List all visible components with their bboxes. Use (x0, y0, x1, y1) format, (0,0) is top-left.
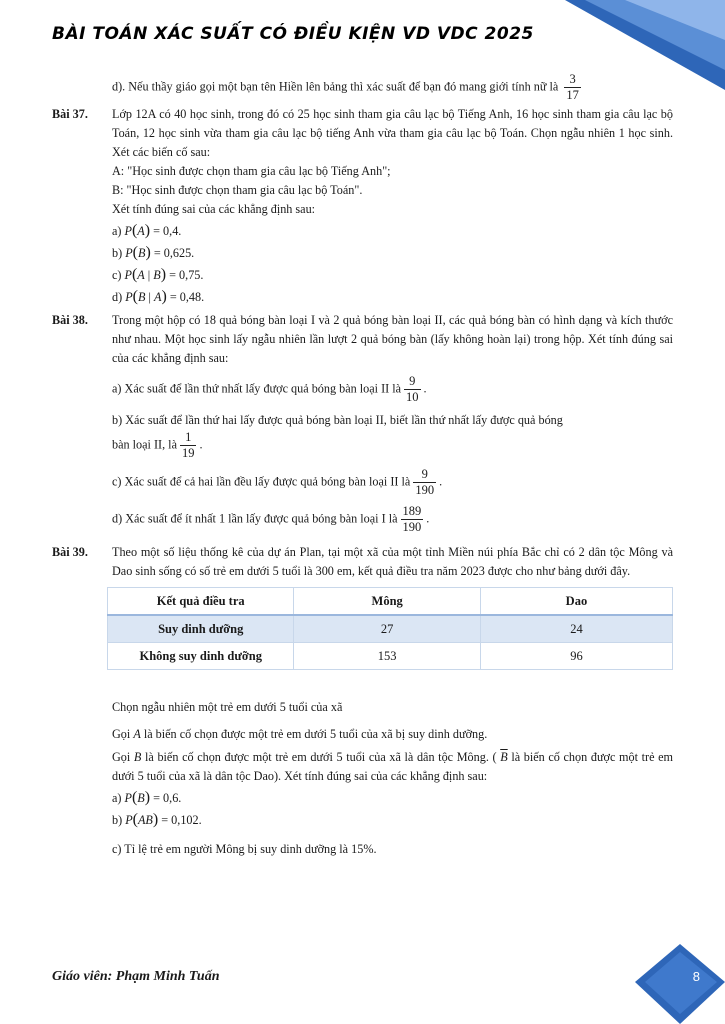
statement-text: bàn loại II, là (112, 437, 177, 452)
event-b: B: "Học sinh được chọn tham gia câu lạc bộ Toán". (112, 183, 363, 197)
definition-b: Gọi B là biến cố chọn được một trẻ em dưới 5 tuổi của xã là dân tộc Mông. ( $\overline{B}$ là biến cố chọn được một trẻ em dưới 5 tuổi của xã là dân tộc Dao). Xét tính đúng sai của các khẳng định sau: (112, 750, 674, 783)
statement-label: d) (112, 290, 123, 304)
table-header-cell: Dao (480, 588, 672, 616)
fraction (564, 72, 581, 103)
survey-table (107, 587, 673, 670)
fraction (180, 430, 197, 461)
statement-label: a) (112, 791, 122, 805)
exercise-number: Bài 39. (52, 545, 88, 559)
table-cell: Suy dinh dưỡng (108, 615, 294, 643)
fraction-den: 17 (566, 88, 579, 102)
table-cell: 24 (480, 615, 672, 643)
statement-value: 0,75. (179, 268, 204, 282)
statement-text: c) Tỉ lệ trẻ em người Mông bị suy dinh dưỡng là 15% (112, 842, 374, 856)
exercise-intro: Trong một hộp có 18 quả bóng bàn loại I và 2 quả bóng bàn loại II, các quả bóng bàn có hình dạng và kích thước như nhau. Một học sinh lấy ngẫu nhiên lần lượt 2 quả bóng bàn (lấy không hoàn lại) trong hộp. Xét tính đúng sai của các khẳng định sau: (112, 313, 673, 365)
table-cell: 153 (294, 643, 480, 670)
statement-text: a) Xác suất để lần thứ nhất lấy được quả bóng bàn loại II là (112, 381, 402, 396)
statement-value: 0,6 (163, 791, 179, 805)
goi-text: Gọi (112, 727, 131, 741)
statement-a: a) P(A) = 0,4. (112, 222, 182, 239)
statement-b: b) P(B) = 0,625. (112, 244, 195, 261)
goi-text: Gọi (112, 750, 131, 764)
event-a: A: "Học sinh được chọn tham gia câu lạc bộ Tiếng Anh"; (112, 164, 391, 178)
exercise-number: Bài 37. (52, 107, 88, 121)
statement-text: d) Xác suất để ít nhất 1 lần lấy được quả bóng bàn loại I là (112, 511, 398, 526)
statement-a: a) Xác suất để lần thứ nhất lấy được quả bóng bàn loại II là $\frac{9}{10}$ . (112, 374, 427, 404)
exercise-number: Bài 38. (52, 313, 88, 327)
statement-c: c) Xác suất để cả hai lần đều lấy được quả bóng bàn loại II là $\frac{9}{190}$ . (112, 467, 443, 497)
table-cell: 96 (480, 643, 672, 670)
table-header-row (108, 588, 673, 616)
definition-text: là biến cố chọn được một trẻ em dưới 5 tuổi của xã là dân tộc Mông. ( (145, 750, 497, 764)
fraction-den: 10 (406, 390, 419, 404)
table-row (108, 615, 673, 643)
fraction-num: 9 (413, 467, 436, 483)
fraction-den: 19 (181, 446, 195, 460)
statement-label: a) (112, 224, 122, 238)
statement-value: 0,4. (163, 224, 182, 238)
statement-c: c) P(A | B) = 0,75. (112, 266, 204, 283)
page-content (52, 70, 673, 859)
fraction (413, 467, 436, 498)
table-cell: Không suy dinh dưỡng (108, 643, 294, 670)
fraction-den: 190 (415, 483, 435, 497)
exercise-38 (52, 311, 673, 535)
statement-text: c) Xác suất để cả hai lần đều lấy được quả bóng bàn loại II là (112, 474, 411, 489)
statement-label: b) (112, 813, 123, 827)
statement-c: c) Tỉ lệ trẻ em người Mông bị suy dinh dưỡng là 15%. (112, 842, 377, 856)
exercise-39 (52, 543, 673, 581)
statement-b: b) P(AB) = 0,102. (112, 811, 202, 828)
statement-d: d) P(B | A) = 0,48. (112, 288, 205, 305)
page-number: 8 (692, 969, 700, 984)
table-row (108, 643, 673, 670)
definition-text: là biến cố chọn được một trẻ em dưới 5 tuổi của xã bị suy dinh dưỡng. (143, 727, 488, 741)
prev-item-d (112, 72, 673, 103)
fraction-den: 190 (402, 520, 422, 534)
fraction (401, 504, 424, 535)
definition-text: được một trẻ em dưới 5 tuổi của xã là dân tộc Dao). Xét tính đúng sai của các khẳng định sau: (112, 750, 674, 783)
exercise-prompt: Xét tính đúng sai của các khẳng định sau: (112, 202, 316, 216)
fraction-num: 9 (404, 374, 421, 390)
exercise-37 (52, 105, 673, 307)
definition-text: là biến cố chọn (511, 750, 588, 764)
fraction-num: 1 (180, 430, 197, 446)
fraction-num: 189 (402, 504, 422, 518)
corner-decoration-bottom (635, 944, 725, 1024)
header-title: BÀI TOÁN XÁC SUẤT CÓ ĐIỀU KIỆN VD VDC 2025 (52, 24, 534, 44)
exercise-intro: Theo một số liệu thống kê của dự án Plan, tại một xã của một tỉnh Miền núi phía Bắc chỉ có 2 dân tộc Mông và Dao sinh sống có số trẻ em dưới 5 tuổi là 300 em, kết quả điều tra năm 2023 được cho như bảng dưới đây. (112, 545, 673, 578)
fraction (404, 374, 421, 405)
statement-value: 0,48. (179, 290, 205, 304)
definition-a: Gọi A là biến cố chọn được một trẻ em dưới 5 tuổi của xã bị suy dinh dưỡng. (112, 727, 488, 741)
statement-b-line1: b) Xác suất để lần thứ hai lấy được quả bóng bàn loại II, biết lần thứ nhất lấy được quả bóng (112, 413, 563, 427)
choose-text: Chọn ngẫu nhiên một trẻ em dưới 5 tuổi của xã (112, 700, 343, 714)
fraction-num: 3 (564, 72, 581, 88)
footer-teacher: Giáo viên: Phạm Minh Tuấn (52, 969, 220, 984)
table-header-cell: Kết quả điều tra (108, 588, 294, 616)
statement-d: d) Xác suất để ít nhất 1 lần lấy được quả bóng bàn loại I là $\frac{189}{190}$ . (112, 504, 430, 534)
table-header-cell: Mông (294, 588, 480, 616)
table-cell: 27 (294, 615, 480, 643)
exercise-intro: Lớp 12A có 40 học sinh, trong đó có 25 học sinh tham gia câu lạc bộ Tiếng Anh, 16 học sinh tham gia câu lạc bộ Toán, 12 học sinh vừa tham gia câu lạc bộ tiếng Anh vừa tham gia câu lạc bộ Toán. Chọn ngẫu nhiên 1 học sinh. Xét các biến cố sau: (112, 107, 673, 159)
statement-label: b) (112, 246, 123, 260)
statement-value: 0,625. (163, 246, 195, 260)
statement-a: a) P(B) = 0,6. (112, 789, 182, 806)
statement-value: 0,102 (171, 813, 199, 827)
statement-b-line2: bàn loại II, là $\frac{1}{19}$ . (112, 430, 203, 460)
prev-item-d-text: d). Nếu thầy giáo gọi một bạn tên Hiền lên bảng thì xác suất để bạn đó mang giới tính nữ là (112, 79, 559, 94)
statement-label: c) (112, 268, 122, 282)
